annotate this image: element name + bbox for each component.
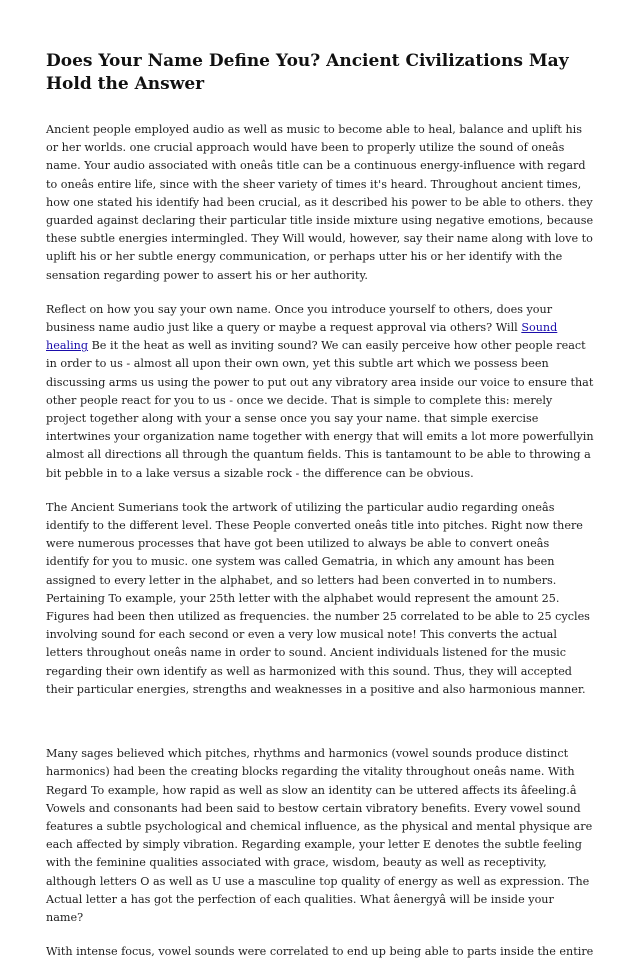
sound-healing-link[interactable]: Sound healing [46,321,558,353]
page-title: Does Your Name Define You? Ancient Civilizations May Hold the Answer [46,51,569,94]
paragraph-2-text-after: Be it the heat as well as inviting sound? We can easily perceive how other people react in order to us - almost all upon their own own, yet this subtle art which we possess been discussing arms us using the power to put out any vibratory area inside our voice to ensure that other people react for you to us - once we decide. That is simple to complete this: merely project together along with your a sense once you say your name. that simple exercise intertwines your organization name together with energy that will emits a lot more powerfullyin almost all directions all through the quantum fields. This is tantamount to be able to throwing a bit pebble in to a lake versus a sizable rock - the difference can be obvious. [46,339,594,480]
paragraph-3: The Ancient Sumerians took the artwork of utilizing the particular audio regarding oneâs identify to the different level. These People converted oneâs title into pitches. Right now there were numerous processes that have got been utilized to always be able to convert oneâs identify for you to music. one system was called Gematria, in which any amount has been assigned to every letter in the alphabet, and so letters had been converted in to numbers. Pertaining To example, your 25th letter with the alphabet would represent the amount 25. Figures had been then utilized as frequencies. the number 25 correlated to be able to 25 cycles involving sound for each second or even a very low musical note! This converts the actual letters throughout oneâs name in order to sound. Ancient individuals listened for the music regarding their own identify as well as harmonized with this sound. Thus, they will accepted their particular energies, strengths and weaknesses in a positive and also harmonious manner. [46,500,590,696]
paragraph-5: With intense focus, vowel sounds were correlated to end up being able to parts inside the entire [46,945,594,959]
paragraph-1: Ancient people employed audio as well as music to become able to heal, balance and uplift his or her worlds. one crucial approach would have been to properly utilize the sound of oneâs name. Your audio associated with oneâs title can be a continuous energy-influence with regard to oneâs entire life, since with the sheer variety of times it's heard. Throughout ancient times, how one stated his identify had been crucial, as it described his power to be able to others. they guarded against declaring their particular title inside mixture using negative emotions, because these subtle energies intermingled. They Will would, however, say their name along with love to uplift his or her subtle energy communication, or perhaps utter his or her identify with the sensation regarding power to assert his or her authority. [46,123,594,282]
paragraph-gap [46,715,594,745]
document-page [46,50,594,977]
paragraph-2 [46,301,594,483]
paragraph-2-text-before: Reflect on how you say your own name. Once you introduce yourself to others, does your business name audio just like a query or maybe a request approval via others? Will [46,302,553,335]
paragraph-4: Many sages believed which pitches, rhythms and harmonics (vowel sounds produce distinct harmonics) had been the creating blocks regarding the vitality throughout oneâs name. With Regard To example, how rapid as well as slow an identity can be uttered affects its âfeeling.â Vowels and consonants had been said to bestow certain vibratory benefits. Every vowel sound features a subtle psychological and chemical influence, as the physical and mental physique are each affected by simply vibration. Regarding example, your letter E denotes the subtle feeling with the feminine qualities associated with grace, wisdom, beauty as well as receptivity, although letters O as well as U use a masculine top quality of energy as well as expression. The Actual letter a has got the perfection of each qualities. What âenergyâ will be inside your name? [46,747,593,924]
